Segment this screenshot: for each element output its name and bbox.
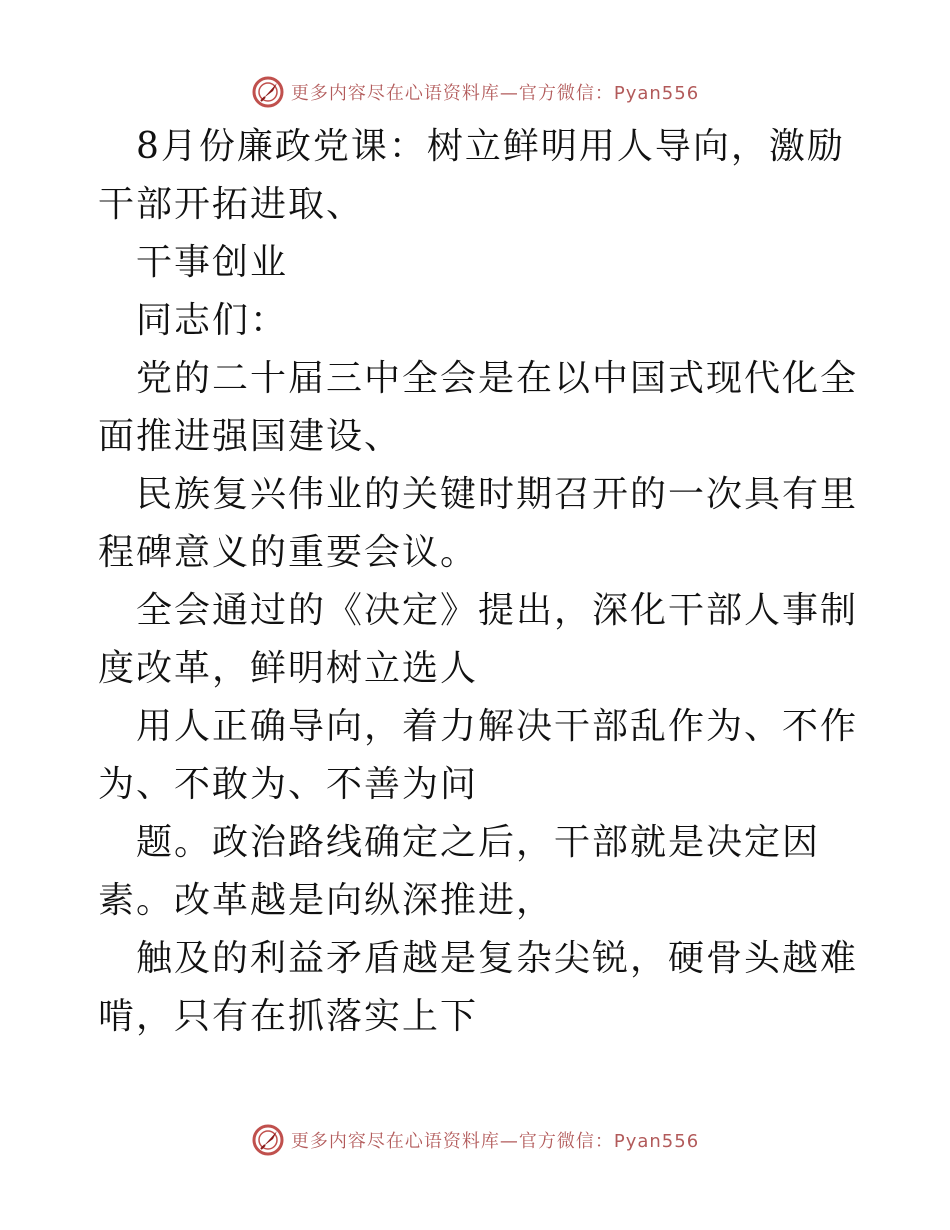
watermark-text xyxy=(291,1127,699,1153)
footer-watermark xyxy=(0,1120,950,1160)
doc-line: 干事创业 xyxy=(136,242,289,283)
watermark-wechat-id: Pyan556 xyxy=(613,1131,700,1152)
doc-line: 党的二十届三中全会是在以中国式现代化全面推进强国建设、 xyxy=(98,358,859,457)
quill-seal-icon xyxy=(251,1123,285,1157)
doc-line: 同志们： xyxy=(136,300,289,341)
doc-line: 触及的利益矛盾越是复杂尖锐，硬骨头越难啃，只有在抓落实上下 xyxy=(98,938,859,1037)
watermark-label: 更多内容尽在心语资料库—官方微信： xyxy=(290,1131,614,1152)
doc-line: 全会通过的《决定》提出，深化干部人事制度改革，鲜明树立选人 xyxy=(98,590,859,689)
watermark-text xyxy=(291,79,699,105)
doc-line: 用人正确导向，着力解决干部乱作为、不作为、不敢为、不善为问 xyxy=(98,706,859,805)
quill-seal-icon xyxy=(251,75,285,109)
document-body xyxy=(98,118,858,1046)
watermark-label: 更多内容尽在心语资料库—官方微信： xyxy=(290,83,614,104)
watermark-wechat-id: Pyan556 xyxy=(613,83,700,104)
doc-line: 8月份廉政党课：树立鲜明用人导向，激励干部开拓进取、 xyxy=(98,126,845,225)
header-watermark xyxy=(0,72,950,112)
doc-line: 题。政治路线确定之后，干部就是决定因素。改革越是向纵深推进， xyxy=(98,822,821,921)
doc-line: 民族复兴伟业的关键时期召开的一次具有里程碑意义的重要会议。 xyxy=(98,474,859,573)
